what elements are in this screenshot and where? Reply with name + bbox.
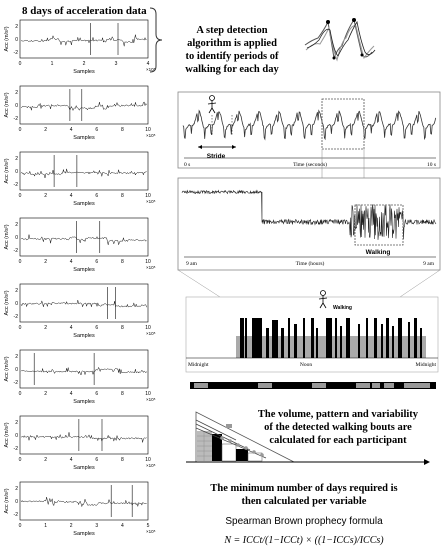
- x-tick-label: 0: [18, 259, 22, 265]
- y-axis-label: Acc (m/s²): [4, 422, 10, 448]
- walking-bout-bar: [414, 318, 417, 358]
- y-tick-label: 2: [15, 354, 18, 360]
- x-tick-label: 0: [18, 127, 22, 133]
- walking-bout-bar: [316, 328, 318, 358]
- y-tick-label: -2: [13, 50, 18, 56]
- walking-bout-bar: [311, 318, 314, 358]
- volume-text-line-2: of the detected walking bouts are: [264, 422, 412, 433]
- acceleration-panel: [4, 218, 156, 273]
- x-tick-label: 0: [18, 325, 22, 331]
- x-tick-label: 4: [146, 61, 150, 67]
- x-tick-label: 2: [44, 127, 47, 133]
- x-tick-label: 8: [121, 325, 124, 331]
- y-axis-label: Acc (m/s²): [4, 290, 10, 316]
- x-exponent: ×10⁵: [146, 265, 156, 270]
- x-tick-label: 2: [44, 391, 47, 397]
- y-axis-label: Acc (m/s²): [4, 26, 10, 52]
- step-text-line-1: A step detection: [196, 25, 268, 36]
- panel-frame: [20, 152, 148, 190]
- y-tick-label: 0: [15, 367, 18, 373]
- walking-bout-bar: [266, 328, 269, 358]
- x-tick-label: 4: [69, 391, 73, 397]
- bottom-text-line-1: The minimum number of days required is: [210, 483, 398, 494]
- y-tick-label: 0: [15, 499, 18, 505]
- panel2-start-time: 9 am: [186, 261, 197, 267]
- x-tick-label: 8: [121, 391, 124, 397]
- x-tick-label: 0: [18, 391, 22, 397]
- x-exponent: ×10⁵: [146, 331, 156, 336]
- x-exponent: ×10⁵: [146, 67, 156, 72]
- x-tick-label: 10: [145, 127, 151, 133]
- x-tick-label: 0: [18, 457, 22, 463]
- x-exponent: ×10⁵: [146, 529, 156, 534]
- panel3-walking-label: Walking: [333, 305, 352, 311]
- walking-label: Walking: [365, 249, 391, 256]
- y-tick-label: 2: [15, 156, 18, 162]
- walking-bout-bar: [288, 318, 290, 358]
- x-tick-label: 8: [121, 457, 124, 463]
- x-tick-label: 4: [69, 457, 73, 463]
- y-axis-label: Acc (m/s²): [4, 488, 10, 514]
- y-tick-label: 2: [15, 90, 18, 96]
- x-tick-label: 4: [69, 127, 73, 133]
- x-tick-label: 4: [69, 325, 73, 331]
- y-tick-label: -2: [13, 116, 18, 122]
- acceleration-panel: [4, 152, 156, 207]
- y-tick-label: 0: [15, 235, 18, 241]
- volume-text: [258, 409, 419, 446]
- midnight-left-label: Midnight: [188, 362, 209, 368]
- y-tick-label: 0: [15, 169, 18, 175]
- x-tick-label: 2: [44, 457, 47, 463]
- acceleration-panel: [4, 284, 156, 339]
- walking-bout-bar: [386, 318, 389, 358]
- x-tick-label: 5: [146, 523, 150, 529]
- walking-bout-bar: [326, 318, 332, 358]
- walking-bout-bar: [303, 318, 305, 358]
- left-column-title: 8 days of acceleration data: [22, 5, 147, 17]
- panel-frame: [20, 350, 148, 388]
- y-tick-label: 2: [15, 222, 18, 228]
- y-tick-label: -2: [13, 314, 18, 320]
- volume-text-line-1: The volume, pattern and variability: [257, 409, 419, 420]
- y-axis-label: Acc (m/s²): [4, 158, 10, 184]
- y-tick-label: 2: [15, 288, 18, 294]
- y-tick-label: 0: [15, 301, 18, 307]
- walking-bout-bar: [392, 326, 394, 358]
- x-tick-label: 10: [145, 259, 151, 265]
- x-tick-label: 8: [121, 193, 124, 199]
- bottom-text-line-2: then calculated per variable: [241, 496, 367, 507]
- x-axis-label: Samples: [73, 399, 95, 405]
- x-exponent: ×10⁵: [146, 199, 156, 204]
- bout-strip: [190, 382, 436, 389]
- acceleration-panel: [4, 86, 156, 141]
- walking-bout-bar: [340, 326, 342, 358]
- walking-bout-bar: [240, 318, 244, 358]
- midnight-right-label: Midnight: [415, 362, 436, 368]
- acceleration-panel: [4, 350, 156, 405]
- x-tick-label: 10: [145, 193, 151, 199]
- x-tick-label: 3: [114, 61, 118, 67]
- panel2-end-time: 9 am: [423, 261, 434, 267]
- x-tick-label: 2: [69, 523, 73, 529]
- stride-label: Stride: [206, 153, 226, 160]
- walking-bout-bar: [408, 322, 410, 358]
- x-tick-label: 2: [82, 61, 86, 67]
- x-tick-label: 0: [18, 61, 22, 67]
- x-tick-label: 2: [44, 259, 47, 265]
- x-tick-label: 4: [69, 193, 73, 199]
- x-tick-label: 1: [44, 523, 47, 529]
- gait-signal-panel: [178, 92, 440, 168]
- x-axis-label: Samples: [73, 69, 95, 75]
- y-axis-label: Acc (m/s²): [4, 92, 10, 118]
- panel-frame: [20, 284, 148, 322]
- y-tick-label: -2: [13, 446, 18, 452]
- x-axis-label: Samples: [73, 201, 95, 207]
- x-tick-label: 4: [121, 523, 124, 529]
- formula-title: Spearman Brown prophecy formula: [225, 516, 383, 527]
- panel-frame: [20, 218, 148, 256]
- walking-bout-bar: [366, 318, 368, 358]
- walking-bouts-panel: [186, 291, 438, 373]
- panel-frame: [20, 416, 148, 454]
- walking-bout-bar: [346, 318, 350, 358]
- y-tick-label: 2: [15, 486, 18, 492]
- walking-bout-bar: [272, 320, 278, 358]
- x-tick-label: 6: [95, 193, 99, 199]
- x-tick-label: 8: [121, 259, 124, 265]
- panel1-end-time: 10 s: [426, 162, 436, 168]
- spearman-brown-formula: N = ICCt/(1−ICCt) × ((1−ICCs)/ICCs): [224, 535, 384, 546]
- x-tick-label: 10: [145, 457, 151, 463]
- x-axis-label: Samples: [73, 135, 95, 141]
- y-tick-label: 2: [15, 420, 18, 426]
- acceleration-panels: [4, 20, 156, 537]
- noon-label: Noon: [299, 362, 313, 368]
- panel1-axis-label: Time (seconds): [293, 162, 327, 168]
- acceleration-panel: [4, 20, 156, 75]
- y-axis-label: Acc (m/s²): [4, 356, 10, 382]
- walking-bout-bar: [420, 328, 422, 358]
- panel1-start-time: 0 s: [184, 162, 191, 168]
- x-axis-label: Samples: [73, 333, 95, 339]
- walking-bout-bar: [374, 318, 377, 358]
- y-tick-label: 0: [15, 103, 18, 109]
- daily-signal-panel: [178, 178, 440, 270]
- y-tick-label: -2: [13, 248, 18, 254]
- panel2-axis-label: Time (hours): [295, 261, 325, 267]
- walking-bout-bar: [281, 328, 284, 358]
- x-tick-label: 10: [145, 325, 151, 331]
- x-exponent: ×10⁵: [146, 463, 156, 468]
- y-tick-label: -2: [13, 380, 18, 386]
- x-exponent: ×10⁵: [146, 133, 156, 138]
- volume-text-line-3: calculated for each participant: [269, 435, 407, 446]
- step-detection-text: [185, 25, 279, 75]
- step-signal-inset: [305, 18, 375, 60]
- walking-bout-bar: [398, 318, 402, 358]
- acceleration-panel: [4, 482, 156, 537]
- walking-bout-bar: [294, 324, 297, 358]
- x-exponent: ×10⁵: [146, 397, 156, 402]
- walking-bout-bar: [358, 324, 360, 358]
- bottom-text: [210, 483, 397, 546]
- x-tick-label: 10: [145, 391, 151, 397]
- x-tick-label: 6: [95, 127, 99, 133]
- y-tick-label: 2: [15, 24, 18, 30]
- walking-bout-bar: [381, 324, 383, 358]
- x-tick-label: 2: [44, 325, 47, 331]
- x-tick-label: 4: [69, 259, 73, 265]
- y-tick-label: 0: [15, 37, 18, 43]
- x-tick-label: 6: [95, 259, 99, 265]
- x-axis-label: Samples: [73, 267, 95, 273]
- grouping-brace: [150, 8, 162, 72]
- x-tick-label: 3: [95, 523, 99, 529]
- x-axis-label: Samples: [73, 465, 95, 471]
- y-tick-label: -2: [13, 512, 18, 518]
- acceleration-panel: [4, 416, 156, 471]
- panel-frame: [20, 20, 148, 58]
- walking-bout-bar: [252, 318, 262, 358]
- walking-bout-bar: [245, 318, 247, 358]
- step-text-line-4: walking for each day: [185, 64, 279, 75]
- x-tick-label: 6: [95, 457, 99, 463]
- x-tick-label: 6: [95, 391, 99, 397]
- x-tick-label: 8: [121, 127, 124, 133]
- x-tick-label: 0: [18, 523, 22, 529]
- x-tick-label: 6: [95, 325, 99, 331]
- y-tick-label: 0: [15, 433, 18, 439]
- step-text-line-2: algorithm is applied: [187, 38, 277, 49]
- x-tick-label: 2: [44, 193, 47, 199]
- x-tick-label: 1: [50, 61, 54, 67]
- x-axis-label: Samples: [73, 531, 95, 537]
- y-tick-label: -2: [13, 182, 18, 188]
- x-tick-label: 0: [18, 193, 22, 199]
- walking-bout-bar: [335, 318, 337, 358]
- y-axis-label: Acc (m/s²): [4, 224, 10, 250]
- step-text-line-3: to identify periods of: [185, 51, 279, 62]
